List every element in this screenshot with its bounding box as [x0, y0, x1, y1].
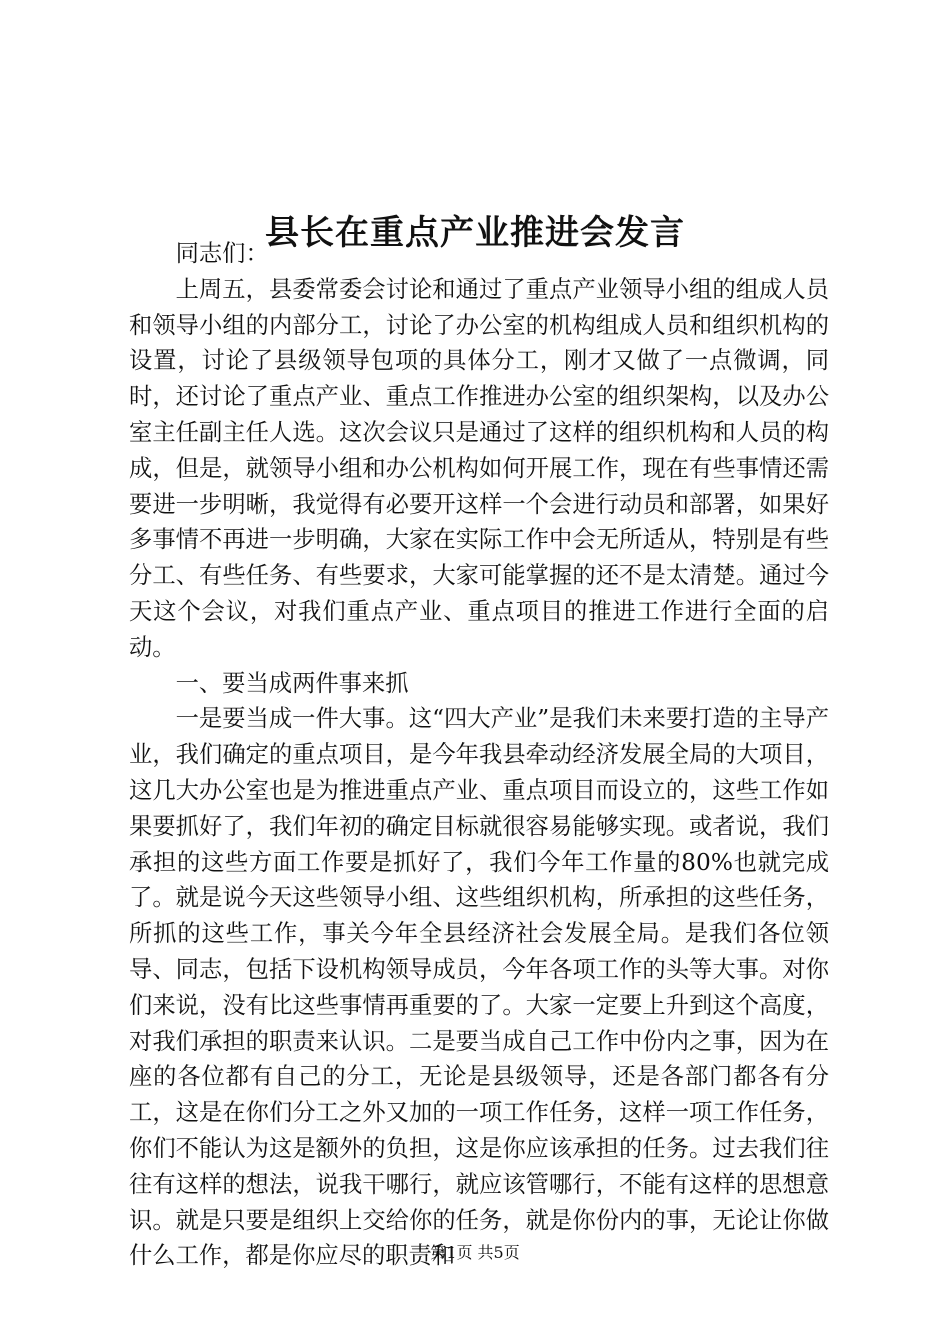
section-heading: 一、要当成两件事来抓 — [175, 669, 409, 697]
salutation-paragraph: 同志们： — [175, 240, 269, 267]
document-body — [129, 236, 829, 1274]
body-paragraph: 一是要当成一件大事。这“四大产业”是我们未来要打造的主导产业，我们确定的重点项目，是今年我县牵动经济发展全局的大项目，这几大办公室也是为推进重点产业、重点项目而设立的，这些工作如果要抓好了，我们年初的确定目标就很容易能够实现。或者说，我们承担的这些方面工作要是抓好了，我们今年工作量的80%也就完成了。就是说今天这些领导小组、这些组织机构，所承担的这些任务，所抓的这些工作，事关今年全县经济社会发展全局。是我们各位领导、同志，包括下设机构领导成员，今年各项工作的头等大事。对你们来说，没有比这些事情再重要的了。大家一定要上升到这个高度，对我们承担的职责来认识。二是要当成自己工作中份内之事，因为在座的各位都有自己的分工，无论是县级领导，还是各部门都各有分工，这是在你们分工之外又加的一项工作任务，这样一项工作任务，你们不能认为这是额外的负担，这是你应该承担的任务。过去我们往往有这样的想法，说我干哪行，就应该管哪行，不能有这样的思想意识。就是只要是组织上交给你的任务，就是你份内的事，无论让你做什么工作，都是你应尽的职责和 — [129, 705, 829, 1270]
body-paragraph: 上周五，县委常委会讨论和通过了重点产业领导小组的组成人员和领导小组的内部分工，讨论了办公室的机构组成人员和组织机构的设置，讨论了县级领导包项的具体分工，刚才又做了一点微调，同时，还讨论了重点产业、重点工作推进办公室的组织架构，以及办公室主任副主任人选。这次会议只是通过了这样的组织机构和人员的构成，但是，就领导小组和办公机构如何开展工作，现在有些事情还需要进一步明晰，我觉得有必要开这样一个会进行动员和部署，如果好多事情不再进一步明确，大家在实际工作中会无所适从，特别是有些分工、有些任务、有些要求，大家可能掌握的还不是太清楚。通过今天这个会议，对我们重点产业、重点项目的推进工作进行全面的启动。 — [129, 275, 829, 661]
document-title: 县长在重点产业推进会发言 — [265, 212, 685, 253]
page-number: 第1页 共5页 — [430, 1243, 520, 1262]
